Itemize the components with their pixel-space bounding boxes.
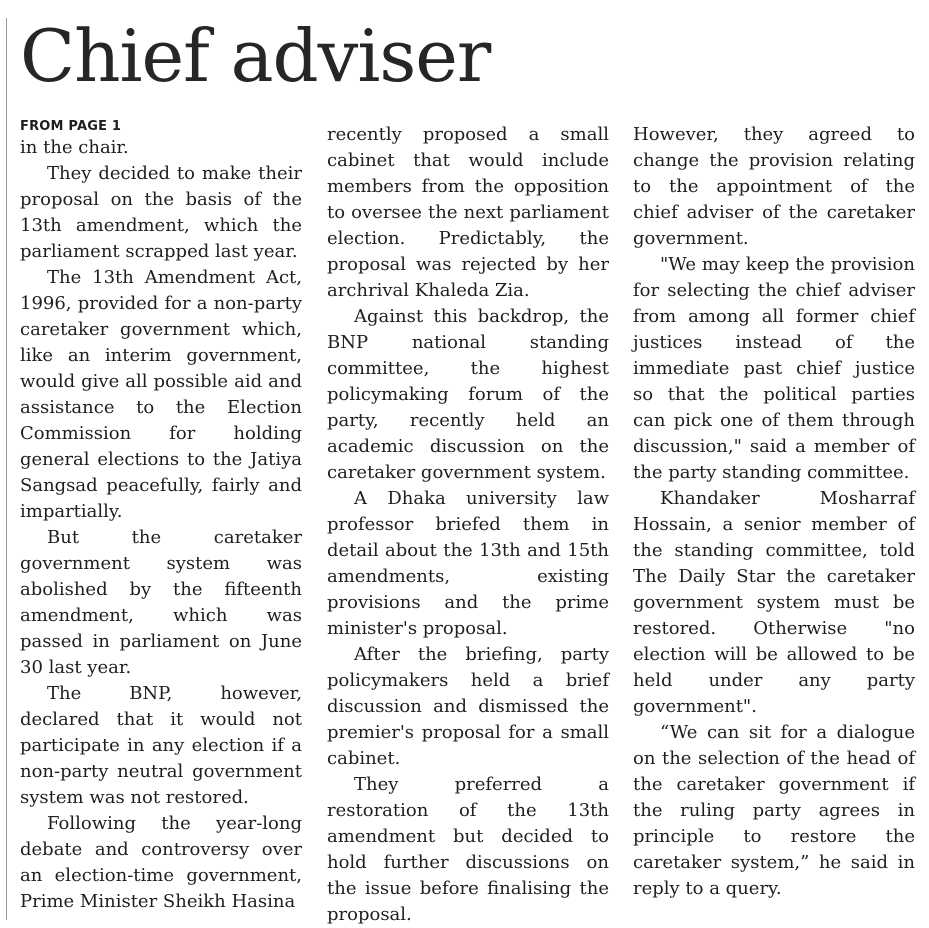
column-rule [6, 18, 7, 920]
paragraph: A Dhaka university law professor briefed them in detail about the 13th and 15th amendments, existing provisions and the prime minister's proposal. [327, 488, 609, 639]
paragraph: However, they agreed to change the provision relating to the appointment of the chief adviser of the caretaker government. [633, 124, 915, 249]
paragraph: in the chair. [20, 137, 129, 158]
paragraph: They preferred a restoration of the 13th amendment but decided to hold further discussions on the issue before finalising the proposal. [327, 774, 609, 925]
article-column-3 [633, 122, 915, 902]
article-column-2 [327, 122, 609, 928]
paragraph: Against this backdrop, the BNP national standing committee, the highest policymaking forum of the party, recently held an academic discussion on the caretaker government system. [327, 306, 609, 483]
paragraph: “We can sit for a dialogue on the selection of the head of the caretaker government if the ruling party agrees in principle to restore the caretaker system,” he said in reply to a query. [633, 722, 915, 899]
paragraph: But the caretaker government system was abolished by the fifteenth amendment, which was passed in parliament on June 30 last year. [20, 527, 302, 678]
article-column-1 [20, 118, 302, 915]
paragraph: The BNP, however, declared that it would not participate in any election if a non-party neutral government system was not restored. [20, 683, 302, 808]
paragraph: They decided to make their proposal on the basis of the 13th amendment, which the parliament scrapped last year. [20, 163, 302, 262]
paragraph: Following the year-long debate and controversy over an election-time government, Prime Minister Sheikh Hasina [20, 813, 302, 912]
paragraph: Khandaker Mosharraf Hossain, a senior member of the standing committee, told The Daily Star the caretaker government system must be restored. Otherwise "no election will be allowed to be held under any party government". [633, 488, 915, 717]
paragraph: recently proposed a small cabinet that would include members from the opposition to oversee the next parliament election. Predictably, the proposal was rejected by her archrival Khaleda Zia. [327, 124, 609, 301]
jump-label: FROM PAGE 1 [20, 119, 122, 134]
paragraph: "We may keep the provision for selecting the chief adviser from among all former chief justices instead of the immediate past chief justice so that the political parties can pick one of them through discussion," said a member of the party standing committee. [633, 254, 915, 483]
paragraph: The 13th Amendment Act, 1996, provided for a non-party caretaker government which, like an interim government, would give all possible aid and assistance to the Election Commission for holding general elections to the Jatiya Sangsad peacefully, fairly and impartially. [20, 267, 302, 522]
headline: Chief adviser [20, 14, 491, 98]
paragraph: After the briefing, party policymakers held a brief discussion and dismissed the premier's proposal for a small cabinet. [327, 644, 609, 769]
